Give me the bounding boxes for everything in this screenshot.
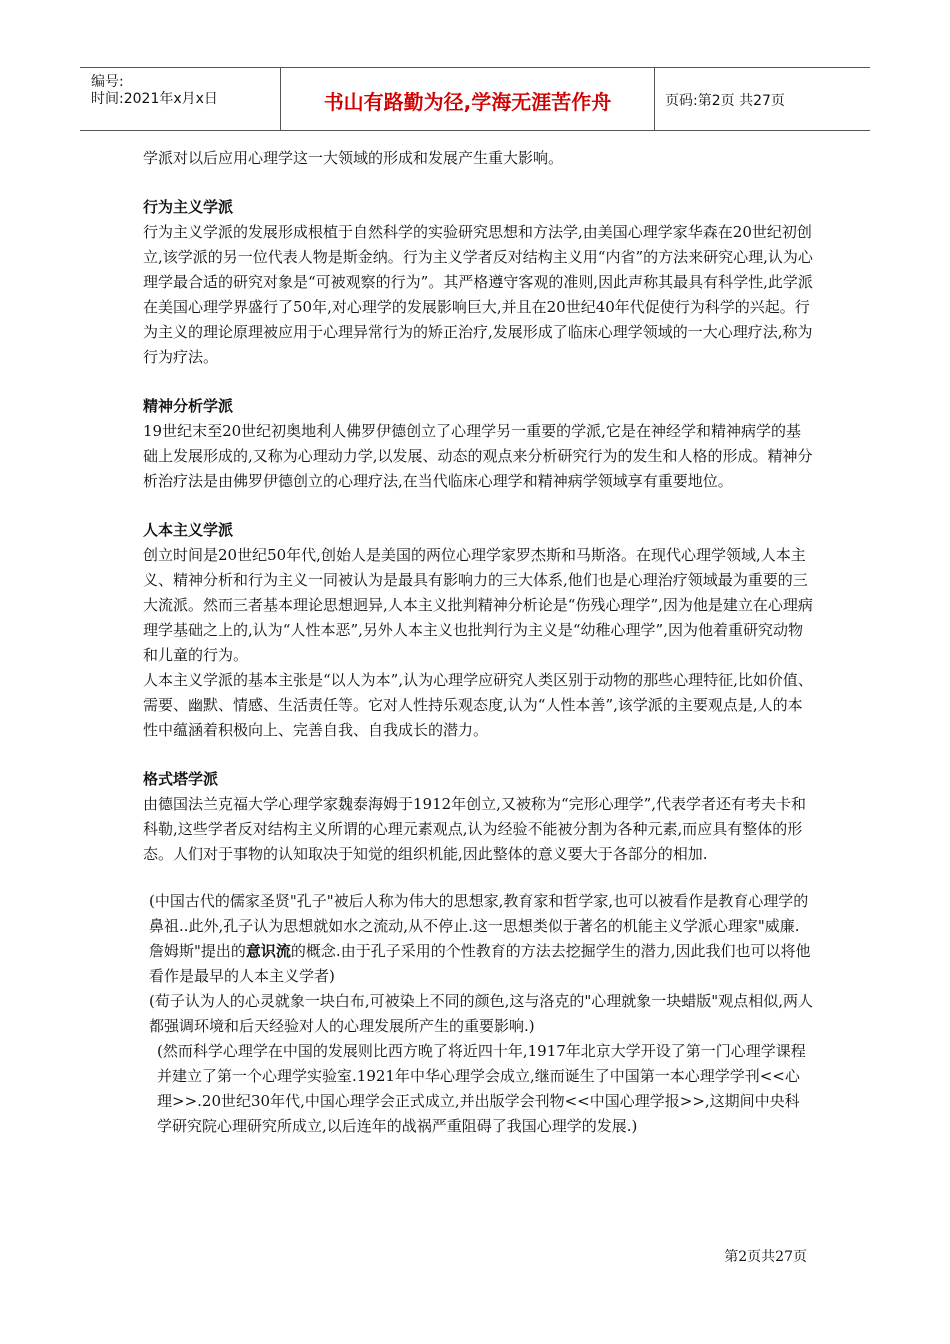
page-footer: 第2页共27页: [724, 1249, 807, 1265]
section-heading-humanism: 人本主义学派: [143, 521, 234, 539]
intro-paragraph: 学派对以后应用心理学这一大领域的形成和发展产生重大影响。: [143, 149, 564, 167]
paragraph-humanism-1: 创立时间是20世纪50年代,创始人是美国的两位心理学家罗杰斯和马斯洛。在现代心理学领域,人本主义、精神分析和行为主义一同被认为是最具有影响力的三大体系,他们也是心理治疗领域最为重要的三大流派。然而三者基本理论思想迥异,人本主义批判精神分析论是“伤残心理学”,因为他是建立在心理病理学基础之上的,认为“人性本恶”,另外人本主义也批判行为主义是“幼稚心理学”,因为他着重研究动物和儿童的行为。: [143, 546, 813, 664]
header-page-number: 页码:第2页 共27页: [665, 93, 785, 109]
note-confucius-part1: (中国古代的儒家圣贤"孔子"被后人称为伟大的思想家,教育家和哲学家,也可以被看作是教育心理学的鼻祖..此外,孔子认为思想就如水之流动,从不停止.这一思想类似于著名的机能主义学派心理家"威廉.詹姆斯"提出的: [149, 892, 809, 960]
page-header: [80, 67, 870, 131]
header-motto: 书山有路勤为径,学海无涯苦作舟: [323, 90, 612, 114]
section-heading-gestalt: 格式塔学派: [143, 770, 219, 788]
header-meta: [80, 68, 281, 130]
paragraph-gestalt: 由德国法兰克福大学心理学家魏泰海姆于1912年创立,又被称为“完形心理学”,代表学者还有考夫卡和科勒,这些学者反对结构主义所谓的心理元素观点,认为经验不能被分割为各种元素,而应具有整体的形态。人们对于事物的认知取决于知觉的组织机能,因此整体的意义要大于各部分的相加.: [143, 795, 807, 863]
paragraph-psychoanalysis: 19世纪末至20世纪初奥地利人佛罗伊德创立了心理学另一重要的学派,它是在神经学和精神病学的基础上发展形成的,又称为心理动力学,以发展、动态的观点来分析研究行为的发生和人格的形成。精神分析治疗法是由佛罗伊德创立的心理疗法,在当代临床心理学和精神病学领域享有重要地位。: [143, 422, 813, 490]
note-xunzi: (荀子认为人的心灵就象一块白布,可被染上不同的颜色,这与洛克的"心理就象一块蜡版"观点相似,两人都强调环境和后天经验对人的心理发展所产生的重要影响.): [149, 992, 813, 1035]
document-number: 编号:: [91, 74, 124, 90]
document-body: [143, 146, 813, 1139]
note-confucius-highlight: 意识流: [245, 942, 291, 960]
header-page-cell: [655, 68, 870, 130]
section-heading-behaviorism: 行为主义学派: [143, 198, 234, 216]
paragraph-behaviorism: 行为主义学派的发展形成根植于自然科学的实验研究思想和方法学,由美国心理学家华森在20世纪初创立,该学派的另一位代表人物是斯金纳。行为主义学者反对结构主义用“内省”的方法来研究心理,认为心理学最合适的研究对象是“可被观察的行为”。其严格遵守客观的准则,因此声称其最具有科学性,此学派在美国心理学界盛行了50年,对心理学的发展影响巨大,并且在20世纪40年代促使行为科学的兴起。行为主义的理论原理被应用于心理异常行为的矫正治疗,发展形成了临床心理学领域的一大心理疗法,称为行为疗法。: [143, 223, 813, 366]
note-confucius: [143, 889, 813, 989]
note-confucius-part2: 的概念.由于孔子采用的个性教育的方法去挖掘学生的潜力,因此我们也可以将他看作是最早的人本主义学者): [149, 942, 811, 985]
document-date: 时间:2021年x月x日: [91, 91, 218, 107]
section-heading-psychoanalysis: 精神分析学派: [143, 397, 234, 415]
note-china-psychology: (然而科学心理学在中国的发展则比西方晚了将近四十年,1917年北京大学开设了第一门心理学课程并建立了第一个心理学实验室.1921年中华心理学会成立,继而诞生了中国第一本心理学学刊<<心理>>.20世纪30年代,中国心理学会正式成立,并出版学会刊物<<中国心理学报>>,这期间中央科学研究院心理研究所成立,以后连年的战祸严重阻碍了我国心理学的发展.): [157, 1042, 806, 1135]
header-motto-cell: [281, 68, 655, 130]
paragraph-humanism-2: 人本主义学派的基本主张是“以人为本”,认为心理学应研究人类区别于动物的那些心理特征,比如价值、需要、幽默、情感、生活责任等。它对人性持乐观态度,认为“人性本善”,该学派的主要观点是,人的本性中蕴涵着积极向上、完善自我、自我成长的潜力。: [143, 671, 813, 739]
